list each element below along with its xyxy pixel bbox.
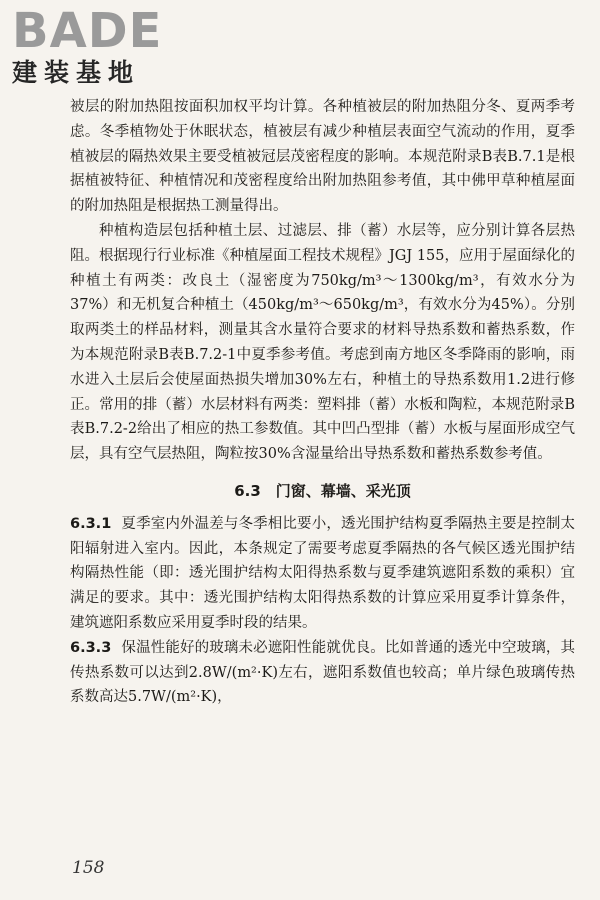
- clause-6-3-1: [70, 512, 575, 636]
- clause-number: 6.3.3: [70, 639, 112, 656]
- paragraph-continued: 被层的附加热阻按面积加权平均计算。各种植被层的附加热阻分冬、夏两季考虑。冬季植物处于休眠状态，植被层有减少种植层表面空气流动的作用，夏季植被层的隔热效果主要受植被冠层茂密程度的影响。本规范附录B表B.7.1是根据植被特征、种植情况和茂密程度给出附加热阻参考值，其中佛甲草种植屋面的附加热阻是根据热工测量得出。: [70, 99, 575, 215]
- clause-text: 保温性能好的玻璃未必遮阳性能就优良。比如普通的透光中空玻璃，其传热系数可以达到2.8W/(m²·K)左右，遮阳系数值也较高；单片绿色玻璃传热系数高达5.7W/(m²·K)，: [70, 639, 575, 706]
- logo-wordmark: BADE: [12, 3, 163, 59]
- clause-number: 6.3.1: [70, 515, 112, 532]
- clause-6-3-3: [70, 636, 575, 710]
- paragraph-planting-layers: 种植构造层包括种植土层、过滤层、排（蓄）水层等，应分别计算各层热阻。根据现行行业标准《种植屋面工程技术规程》JGJ 155，应用于屋面绿化的种植土有两类：改良土（湿密度为750kg/m³～1300kg/m³，有效水分为37%）和无机复合种植土（450kg/m³～650kg/m³，有效水分为45%）。分别取两类土的样品材料，测量其含水量符合要求的材料导热系数和蓄热系数，作为本规范附录B表B.7.2-1中夏季参考值。考虑到南方地区冬季降雨的影响，雨水进入土层后会使屋面热损失增加30%左右，种植土的导热系数用1.2进行修正。常用的排（蓄）水层材料有两类：塑料排（蓄）水板和陶粒，本规范附录B表B.7.2-2给出了相应的热工参数值。其中凹凸型排（蓄）水板与屋面形成空气层，具有空气层热阻，陶粒按30%含湿量给出导热系数和蓄热系数参考值。: [70, 222, 575, 463]
- section-heading: 6.3 门窗、幕墙、采光顶: [234, 481, 411, 500]
- logo-subtitle: 建装基地: [12, 58, 141, 87]
- watermark-logo: [12, 3, 212, 88]
- page-body: [70, 95, 575, 710]
- page-number: 158: [72, 858, 105, 878]
- clause-text: 夏季室内外温差与冬季相比要小，透光围护结构夏季隔热主要是控制太阳辐射进入室内。因此，本条规定了需要考虑夏季隔热的各气候区透光围护结构隔热性能（即：透光围护结构太阳得热系数与夏季建筑遮阳系数的乘积）宜满足的要求。其中：透光围护结构太阳得热系数的计算应采用夏季计算条件，建筑遮阳系数应采用夏季时段的结果。: [70, 515, 575, 631]
